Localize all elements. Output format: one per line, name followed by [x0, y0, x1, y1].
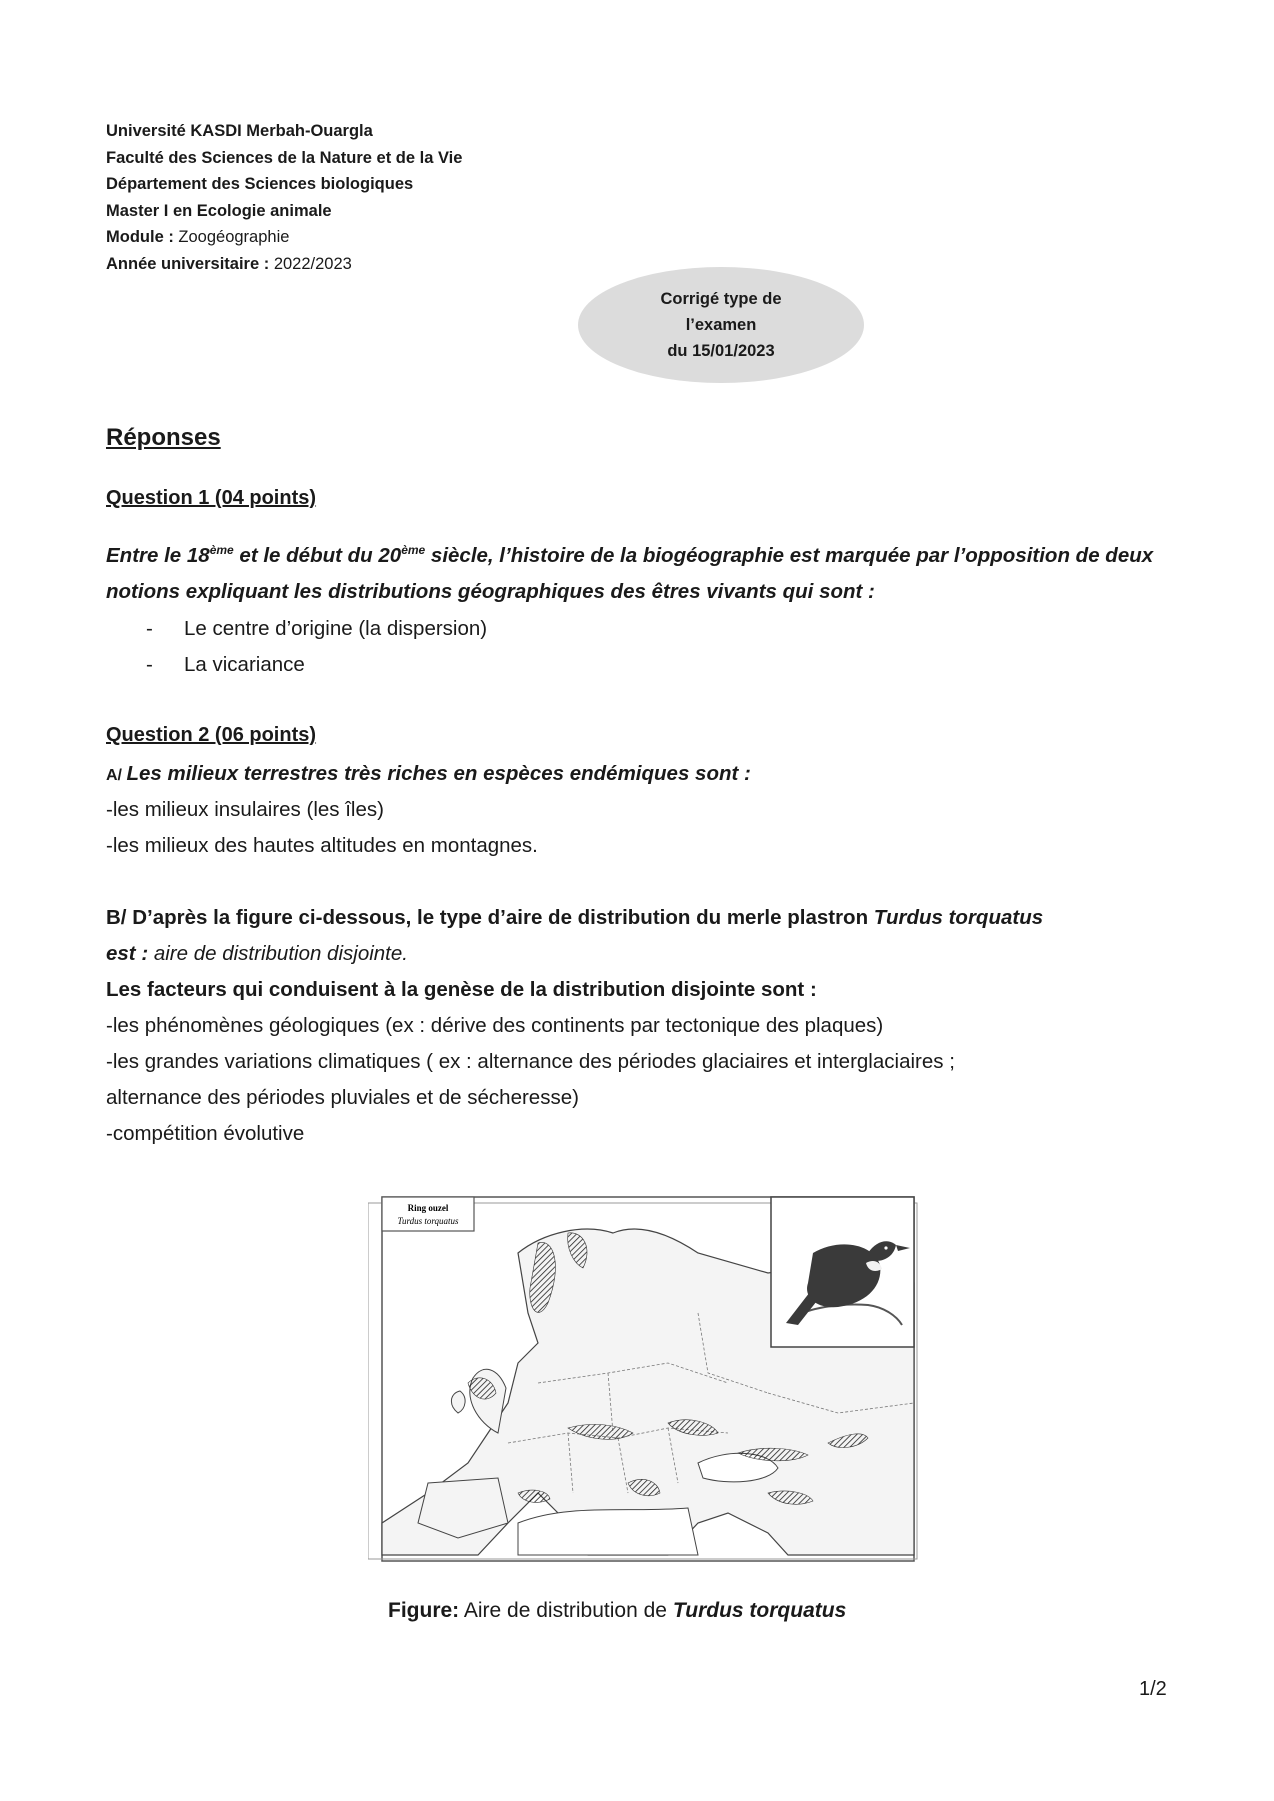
- q1-intro-part-c: siècle, l’histoire de la biogéographie est marquée par l’opposition de deux notions expliquant les distributions géographiques des êtres vivants qui sont :: [106, 544, 1154, 603]
- page-title: Réponses: [106, 424, 221, 451]
- question-2-heading: Question 2 (06 points): [106, 724, 317, 746]
- list-item: [146, 647, 487, 683]
- q2-answer-line: -les milieux des hautes altitudes en montagnes.: [106, 834, 538, 857]
- q2-part-a-text: Les milieux terrestres très riches en espèces endémiques sont :: [126, 762, 751, 785]
- distribution-map-figure: [368, 1193, 918, 1566]
- badge-line-2: l’examen: [685, 316, 757, 334]
- question-1-intro: [106, 538, 1186, 610]
- list-dash: -: [146, 653, 153, 676]
- q2-part-b-answer: aire de distribution disjointe.: [148, 942, 408, 965]
- year-value: 2022/2023: [269, 254, 352, 273]
- exam-badge: [578, 267, 864, 383]
- university-name: Université KASDI Merbah-Ouargla: [106, 122, 373, 140]
- q1-sup-a: ème: [209, 543, 234, 558]
- factor-line: -les grandes variations climatiques ( ex : alternance des périodes glaciaires et interglaciaires ;: [106, 1050, 955, 1073]
- question-1-heading: Question 1 (04 points): [106, 487, 317, 509]
- q2-part-a-question: [106, 756, 751, 794]
- list-dash: -: [146, 617, 153, 640]
- figure-caption-text: Aire de distribution de: [459, 1599, 673, 1622]
- q2-part-a-prefix: A/: [106, 767, 127, 784]
- species-latin-name: Turdus torquatus: [397, 1216, 459, 1226]
- factor-line: alternance des périodes pluviales et de sécheresse): [106, 1086, 579, 1109]
- year-line: [106, 251, 462, 278]
- module-line: [106, 224, 462, 251]
- module-label: Module :: [106, 228, 174, 246]
- mediterranean-sea: [518, 1508, 698, 1555]
- list-item: [146, 611, 487, 647]
- q1-intro-part-b: et le début du 20: [233, 544, 402, 567]
- page-number: 1/2: [1139, 1678, 1167, 1700]
- badge-line-1: Corrigé type de: [660, 290, 782, 308]
- institution-header: [106, 118, 462, 277]
- q1-intro-part-a: Entre le 18: [106, 544, 210, 567]
- q2-answer-line: -les milieux insulaires (les îles): [106, 798, 384, 821]
- figure-caption: [388, 1599, 846, 1623]
- factor-line: -compétition évolutive: [106, 1122, 305, 1145]
- year-label: Année universitaire :: [106, 254, 270, 273]
- europe-map: [368, 1193, 918, 1566]
- factors-heading: Les facteurs qui conduisent à la genèse de la distribution disjointe sont :: [106, 978, 817, 1001]
- factor-line: -les phénomènes géologiques (ex : dérive des continents par tectonique des plaques): [106, 1014, 884, 1037]
- list-item-text: Le centre d’origine (la dispersion): [184, 617, 488, 640]
- program-name: Master I en Ecologie animale: [106, 201, 332, 220]
- module-value: Zoogéographie: [173, 228, 290, 246]
- species-common-name: Ring ouzel: [407, 1203, 449, 1213]
- figure-caption-label: Figure:: [388, 1599, 460, 1622]
- q2-part-b-est: est :: [106, 942, 149, 965]
- list-item-text: La vicariance: [184, 653, 305, 676]
- badge-line-3: du 15/01/2023: [667, 342, 775, 360]
- q2-part-b-species: Turdus torquatus: [873, 906, 1044, 929]
- question-1-list: [146, 611, 487, 683]
- q1-sup-b: ème: [401, 543, 426, 558]
- figure-caption-species: Turdus torquatus: [672, 1599, 847, 1622]
- q2-part-b: [106, 900, 1186, 972]
- q2-part-b-text: B/ D’après la figure ci-dessous, le type d’aire de distribution du merle plastron: [106, 906, 874, 929]
- faculty-name: Faculté des Sciences de la Nature et de la Vie: [106, 148, 463, 167]
- department-name: Département des Sciences biologiques: [106, 175, 414, 193]
